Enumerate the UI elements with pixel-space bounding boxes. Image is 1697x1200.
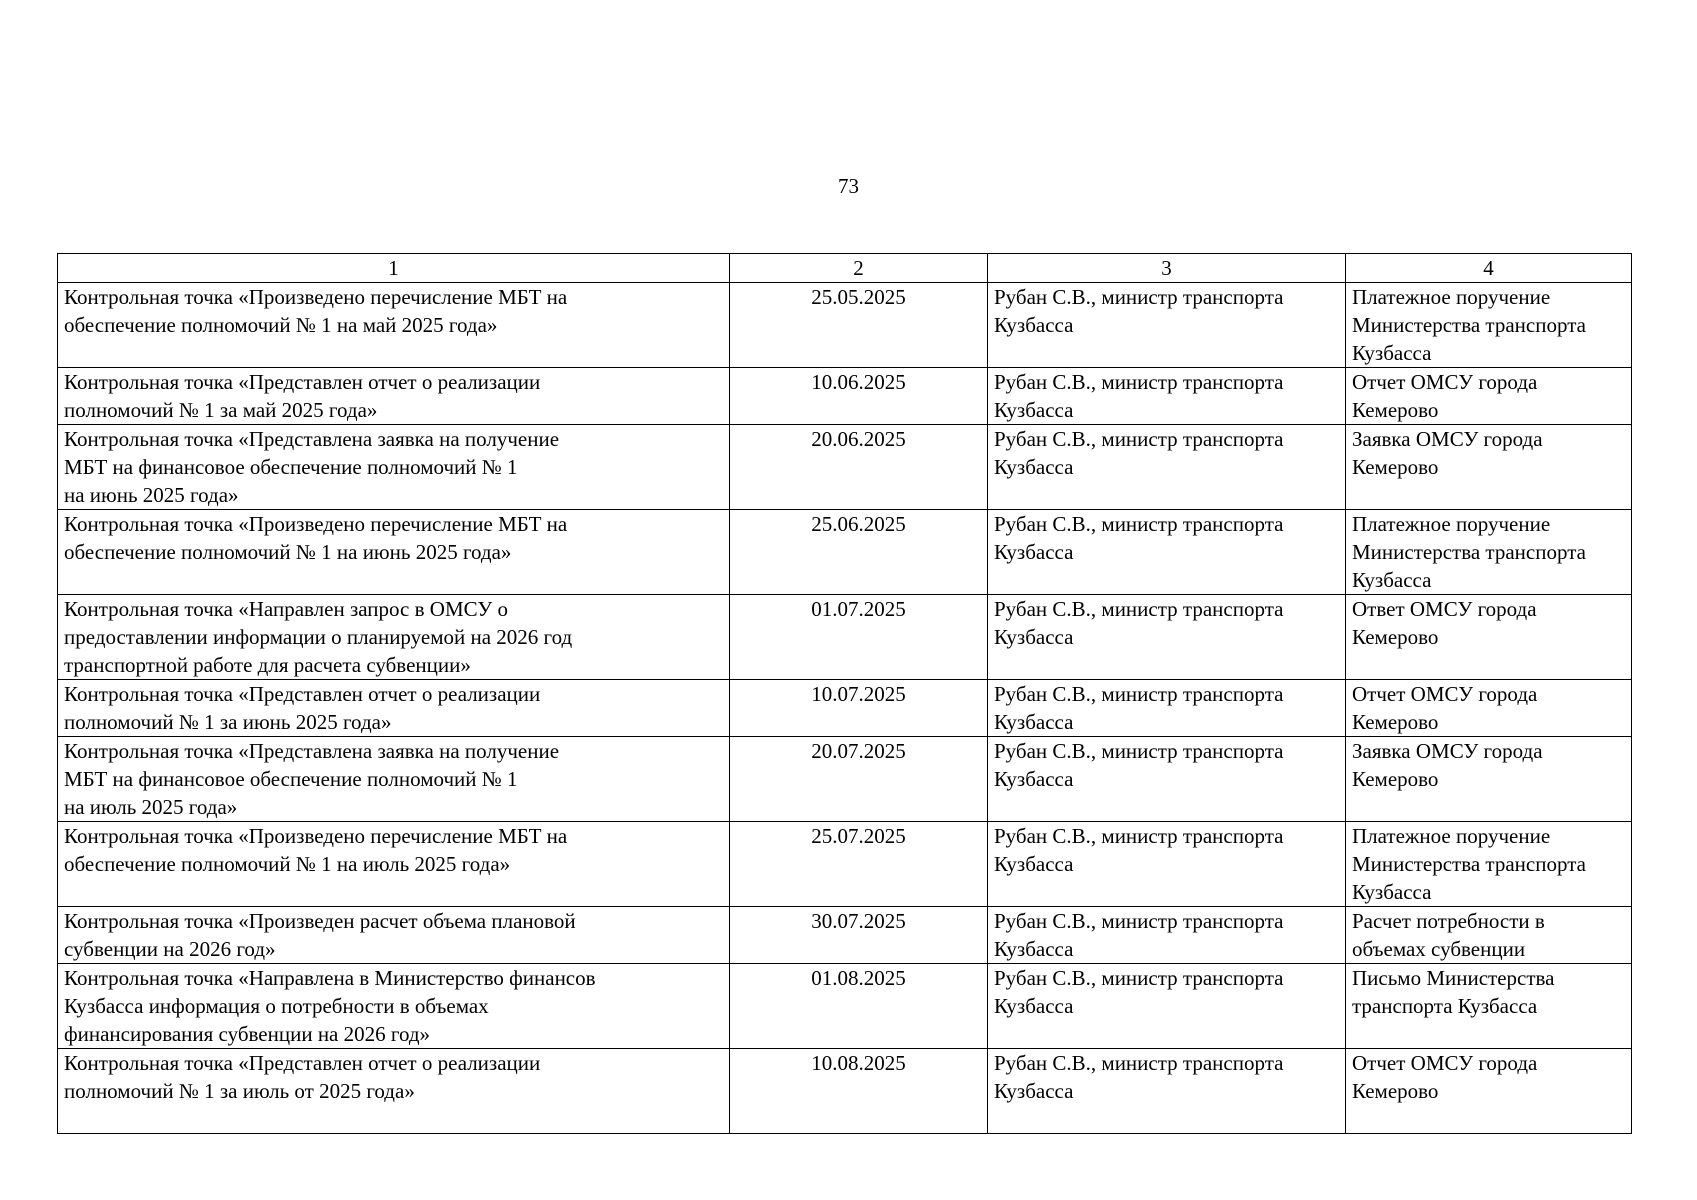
date-cell: 25.05.2025: [730, 283, 988, 368]
table-row: [58, 510, 1632, 595]
date-cell: 01.07.2025: [730, 595, 988, 680]
date-cell: 01.08.2025: [730, 964, 988, 1049]
page-number: 73: [838, 174, 859, 198]
date-cell: 20.07.2025: [730, 737, 988, 822]
date-cell: 30.07.2025: [730, 907, 988, 964]
responsible-cell: Рубан С.В., министр транспорта Кузбасса: [988, 595, 1346, 680]
event-cell: Контрольная точка «Произведено перечисление МБТ на обеспечение полномочий № 1 на июнь 2025 года»: [58, 510, 730, 595]
document-cell: Отчет ОМСУ города Кемерово: [1346, 1049, 1632, 1134]
responsible-cell: Рубан С.В., министр транспорта Кузбасса: [988, 1049, 1346, 1134]
document-cell: Отчет ОМСУ города Кемерово: [1346, 368, 1632, 425]
responsible-cell: Рубан С.В., министр транспорта Кузбасса: [988, 964, 1346, 1049]
date-cell: 25.07.2025: [730, 822, 988, 907]
date-cell: 25.06.2025: [730, 510, 988, 595]
responsible-cell: Рубан С.В., министр транспорта Кузбасса: [988, 822, 1346, 907]
event-cell: Контрольная точка «Произведено перечисление МБТ на обеспечение полномочий № 1 на май 2025 года»: [58, 283, 730, 368]
document-cell: Заявка ОМСУ города Кемерово: [1346, 425, 1632, 510]
event-cell: Контрольная точка «Направлен запрос в ОМСУ о предоставлении информации о планируемой на 2026 год транспортной работе для расчета субвенции»: [58, 595, 730, 680]
header-row: [58, 254, 1632, 283]
document-cell: Ответ ОМСУ города Кемерово: [1346, 595, 1632, 680]
table-row: [58, 425, 1632, 510]
table-row: [58, 680, 1632, 737]
responsible-cell: Рубан С.В., министр транспорта Кузбасса: [988, 680, 1346, 737]
document-cell: Расчет потребности в объемах субвенции: [1346, 907, 1632, 964]
event-cell: Контрольная точка «Направлена в Министерство финансов Кузбасса информация о потребности в объемах финансирования субвенции на 2026 год»: [58, 964, 730, 1049]
event-cell: Контрольная точка «Представлена заявка на получение МБТ на финансовое обеспечение полномочий № 1 на июль 2025 года»: [58, 737, 730, 822]
responsible-cell: Рубан С.В., министр транспорта Кузбасса: [988, 737, 1346, 822]
responsible-cell: Рубан С.В., министр транспорта Кузбасса: [988, 425, 1346, 510]
date-cell: 10.07.2025: [730, 680, 988, 737]
date-cell: 10.06.2025: [730, 368, 988, 425]
document-cell: Платежное поручение Министерства транспорта Кузбасса: [1346, 822, 1632, 907]
table-row: [58, 964, 1632, 1049]
table-row: [58, 737, 1632, 822]
table-row: [58, 822, 1632, 907]
event-cell: Контрольная точка «Представлен отчет о реализации полномочий № 1 за июнь 2025 года»: [58, 680, 730, 737]
event-cell: Контрольная точка «Представлен отчет о реализации полномочий № 1 за май 2025 года»: [58, 368, 730, 425]
event-cell: Контрольная точка «Представлен отчет о реализации полномочий № 1 за июль от 2025 года»: [58, 1049, 730, 1134]
responsible-cell: Рубан С.В., министр транспорта Кузбасса: [988, 283, 1346, 368]
document-cell: Платежное поручение Министерства транспорта Кузбасса: [1346, 283, 1632, 368]
event-cell: Контрольная точка «Представлена заявка на получение МБТ на финансовое обеспечение полномочий № 1 на июнь 2025 года»: [58, 425, 730, 510]
document-cell: Письмо Министерства транспорта Кузбасса: [1346, 964, 1632, 1049]
event-cell: Контрольная точка «Произведено перечисление МБТ на обеспечение полномочий № 1 на июль 2025 года»: [58, 822, 730, 907]
document-cell: Отчет ОМСУ города Кемерово: [1346, 680, 1632, 737]
column-header-4: 4: [1346, 254, 1632, 283]
table-row: [58, 368, 1632, 425]
date-cell: 10.08.2025: [730, 1049, 988, 1134]
event-cell: Контрольная точка «Произведен расчет объема плановой субвенции на 2026 год»: [58, 907, 730, 964]
document-cell: Заявка ОМСУ города Кемерово: [1346, 737, 1632, 822]
column-header-1: 1: [58, 254, 730, 283]
column-header-3: 3: [988, 254, 1346, 283]
date-cell: 20.06.2025: [730, 425, 988, 510]
column-header-2: 2: [730, 254, 988, 283]
control-points-table: [57, 253, 1632, 1134]
responsible-cell: Рубан С.В., министр транспорта Кузбасса: [988, 907, 1346, 964]
document-cell: Платежное поручение Министерства транспорта Кузбасса: [1346, 510, 1632, 595]
responsible-cell: Рубан С.В., министр транспорта Кузбасса: [988, 368, 1346, 425]
table-row: [58, 1049, 1632, 1134]
responsible-cell: Рубан С.В., министр транспорта Кузбасса: [988, 510, 1346, 595]
table-row: [58, 907, 1632, 964]
table-row: [58, 283, 1632, 368]
table-row: [58, 595, 1632, 680]
